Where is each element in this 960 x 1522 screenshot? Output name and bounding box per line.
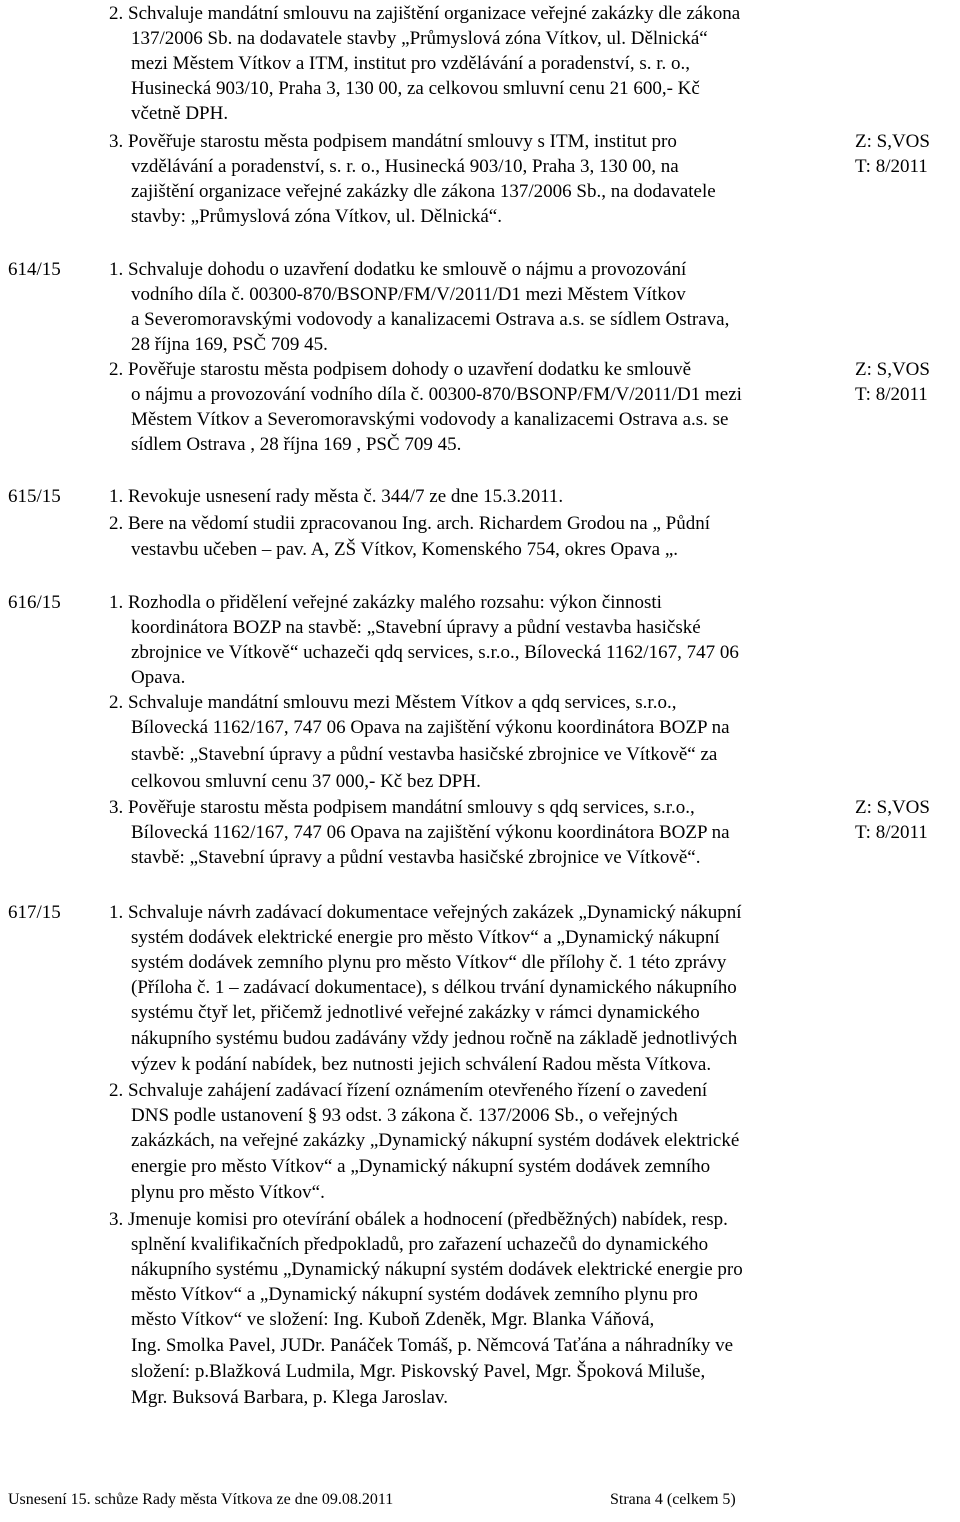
- text-line: včetně DPH.: [131, 103, 229, 124]
- text-line: koordinátora BOZP na stavbě: „Stavební úpravy a půdní vestavba hasičské: [131, 617, 701, 638]
- text-line: Městem Vítkov a Severomoravskými vodovody a kanalizacemi Ostrava a.s. se: [131, 409, 729, 430]
- text-line: 2. Schvaluje mandátní smlouvu mezi Městem Vítkov a qdq services, s.r.o.,: [109, 692, 677, 713]
- resolution-number: 616/15: [8, 592, 61, 613]
- text-line: energie pro město Vítkov“ a „Dynamický nákupní systém dodávek zemního: [131, 1156, 711, 1177]
- text-line: 2. Bere na vědomí studii zpracovanou Ing. arch. Richardem Grodou na „ Půdní: [109, 513, 710, 534]
- resolution-number: 617/15: [8, 902, 61, 923]
- text-line: 3. Pověřuje starostu města podpisem mandátní smlouvy s qdq services, s.r.o.,: [109, 797, 695, 818]
- text-line: výzev k podání nabídek, bez nutnosti jejich schválení Radou města Vítkova.: [131, 1054, 712, 1075]
- text-line: Bílovecká 1162/167, 747 06 Opava na zajištění výkonu koordinátora BOZP na: [131, 822, 730, 843]
- text-line: stavby: „Průmyslová zóna Vítkov, ul. Dělnická“.: [131, 206, 502, 227]
- text-line: splnění kvalifikačních předpokladů, pro zařazení uchazečů do dynamického: [131, 1234, 709, 1255]
- text-line: systému čtyř let, přičemž jednotlivé veřejné zakázky v rámci dynamického: [131, 1002, 700, 1023]
- text-line: systém dodávek zemního plynu pro město Vítkov“ dle přílohy č. 1 této zprávy: [131, 952, 727, 973]
- resolution-number: 614/15: [8, 259, 61, 280]
- text-line: Opava.: [131, 667, 186, 688]
- text-line: 3. Pověřuje starostu města podpisem mandátní smlouvy s ITM, institut pro: [109, 131, 677, 152]
- text-line: 1. Schvaluje návrh zadávací dokumentace veřejných zakázek „Dynamický nákupní: [109, 902, 742, 923]
- deadline-tag: T: 8/2011: [855, 156, 928, 177]
- text-line: stavbě: „Stavební úpravy a půdní vestavba hasičské zbrojnice ve Vítkově“.: [131, 847, 701, 868]
- deadline-tag: T: 8/2011: [855, 822, 928, 843]
- text-line: DNS podle ustanovení § 93 odst. 3 zákona č. 137/2006 Sb., o veřejných: [131, 1105, 678, 1126]
- text-line: Husinecká 903/10, Praha 3, 130 00, za celkovou smluvní cenu 21 600,- Kč: [131, 78, 700, 99]
- text-line: vodního díla č. 00300-870/BSONP/FM/V/2011/D1 mezi Městem Vítkov: [131, 284, 686, 305]
- responsible-tag: Z: S,VOS: [855, 359, 930, 380]
- text-line: celkovou smluvní cenu 37 000,- Kč bez DPH.: [131, 771, 481, 792]
- text-line: složení: p.Blažková Ludmila, Mgr. Piskovský Pavel, Mgr. Špoková Miluše,: [131, 1361, 706, 1382]
- responsible-tag: Z: S,VOS: [855, 131, 930, 152]
- text-line: město Vítkov“ ve složení: Ing. Kuboň Zdeněk, Mgr. Blanka Váňová,: [131, 1309, 655, 1330]
- text-line: vzdělávání a poradenství, s. r. o., Husinecká 903/10, Praha 3, 130 00, na: [131, 156, 679, 177]
- text-line: 2. Schvaluje mandátní smlouvu na zajištění organizace veřejné zakázky dle zákona: [109, 3, 741, 24]
- resolution-number: 615/15: [8, 486, 61, 507]
- footer-page-number: Strana 4 (celkem 5): [610, 1491, 736, 1508]
- deadline-tag: T: 8/2011: [855, 384, 928, 405]
- text-line: sídlem Ostrava , 28 října 169 , PSČ 709 45.: [131, 434, 462, 455]
- responsible-tag: Z: S,VOS: [855, 797, 930, 818]
- text-line: systém dodávek elektrické energie pro město Vítkov“ a „Dynamický nákupní: [131, 927, 720, 948]
- text-line: město Vítkov“ a „Dynamický nákupní systém dodávek zemního plynu pro: [131, 1284, 698, 1305]
- text-line: vestavbu učeben – pav. A, ZŠ Vítkov, Komenského 754, okres Opava „.: [131, 539, 679, 560]
- text-line: nákupního systému „Dynamický nákupní systém dodávek elektrické energie pro: [131, 1259, 743, 1280]
- text-line: Ing. Smolka Pavel, JUDr. Panáček Tomáš, p. Němcová Taťána a náhradníky ve: [131, 1335, 734, 1356]
- text-line: zajištění organizace veřejné zakázky dle zákona 137/2006 Sb., na dodavatele: [131, 181, 716, 202]
- text-line: 2. Pověřuje starostu města podpisem dohody o uzavření dodatku ke smlouvě: [109, 359, 692, 380]
- text-line: 137/2006 Sb. na dodavatele stavby „Průmyslová zóna Vítkov, ul. Dělnická“: [131, 28, 708, 49]
- text-line: (Příloha č. 1 – zadávací dokumentace), s délkou trvání dynamického nákupního: [131, 977, 737, 998]
- text-line: 28 října 169, PSČ 709 45.: [131, 334, 328, 355]
- text-line: 1. Schvaluje dohodu o uzavření dodatku ke smlouvě o nájmu a provozování: [109, 259, 687, 280]
- text-line: nákupního systému budou zadávány vždy jednou ročně na základě jednotlivých: [131, 1028, 738, 1049]
- text-line: Mgr. Buksová Barbara, p. Klega Jaroslav.: [131, 1387, 448, 1408]
- text-line: 2. Schvaluje zahájení zadávací řízení oznámením otevřeného řízení o zavedení: [109, 1080, 708, 1101]
- text-line: zakázkách, na veřejné zakázky „Dynamický nákupní systém dodávek elektrické: [131, 1130, 740, 1151]
- text-line: mezi Městem Vítkov a ITM, institut pro vzdělávání a poradenství, s. r. o.,: [131, 53, 690, 74]
- text-line: 1. Rozhodla o přidělení veřejné zakázky malého rozsahu: výkon činnosti: [109, 592, 662, 613]
- text-line: Bílovecká 1162/167, 747 06 Opava na zajištění výkonu koordinátora BOZP na: [131, 717, 730, 738]
- text-line: plynu pro město Vítkov“.: [131, 1182, 325, 1203]
- text-line: a Severomoravskými vodovody a kanalizacemi Ostrava a.s. se sídlem Ostrava,: [131, 309, 730, 330]
- text-line: 3. Jmenuje komisi pro otevírání obálek a hodnocení (předběžných) nabídek, resp.: [109, 1209, 728, 1230]
- footer-document-title: Usnesení 15. schůze Rady města Vítkova ze dne 09.08.2011: [8, 1491, 394, 1508]
- text-line: zbrojnice ve Vítkově“ uchazeči qdq services, s.r.o., Bílovecká 1162/167, 747 06: [131, 642, 739, 663]
- text-line: o nájmu a provozování vodního díla č. 00300-870/BSONP/FM/V/2011/D1 mezi: [131, 384, 742, 405]
- text-line: stavbě: „Stavební úpravy a půdní vestavba hasičské zbrojnice ve Vítkově“ za: [131, 744, 718, 765]
- text-line: 1. Revokuje usnesení rady města č. 344/7 ze dne 15.3.2011.: [109, 486, 564, 507]
